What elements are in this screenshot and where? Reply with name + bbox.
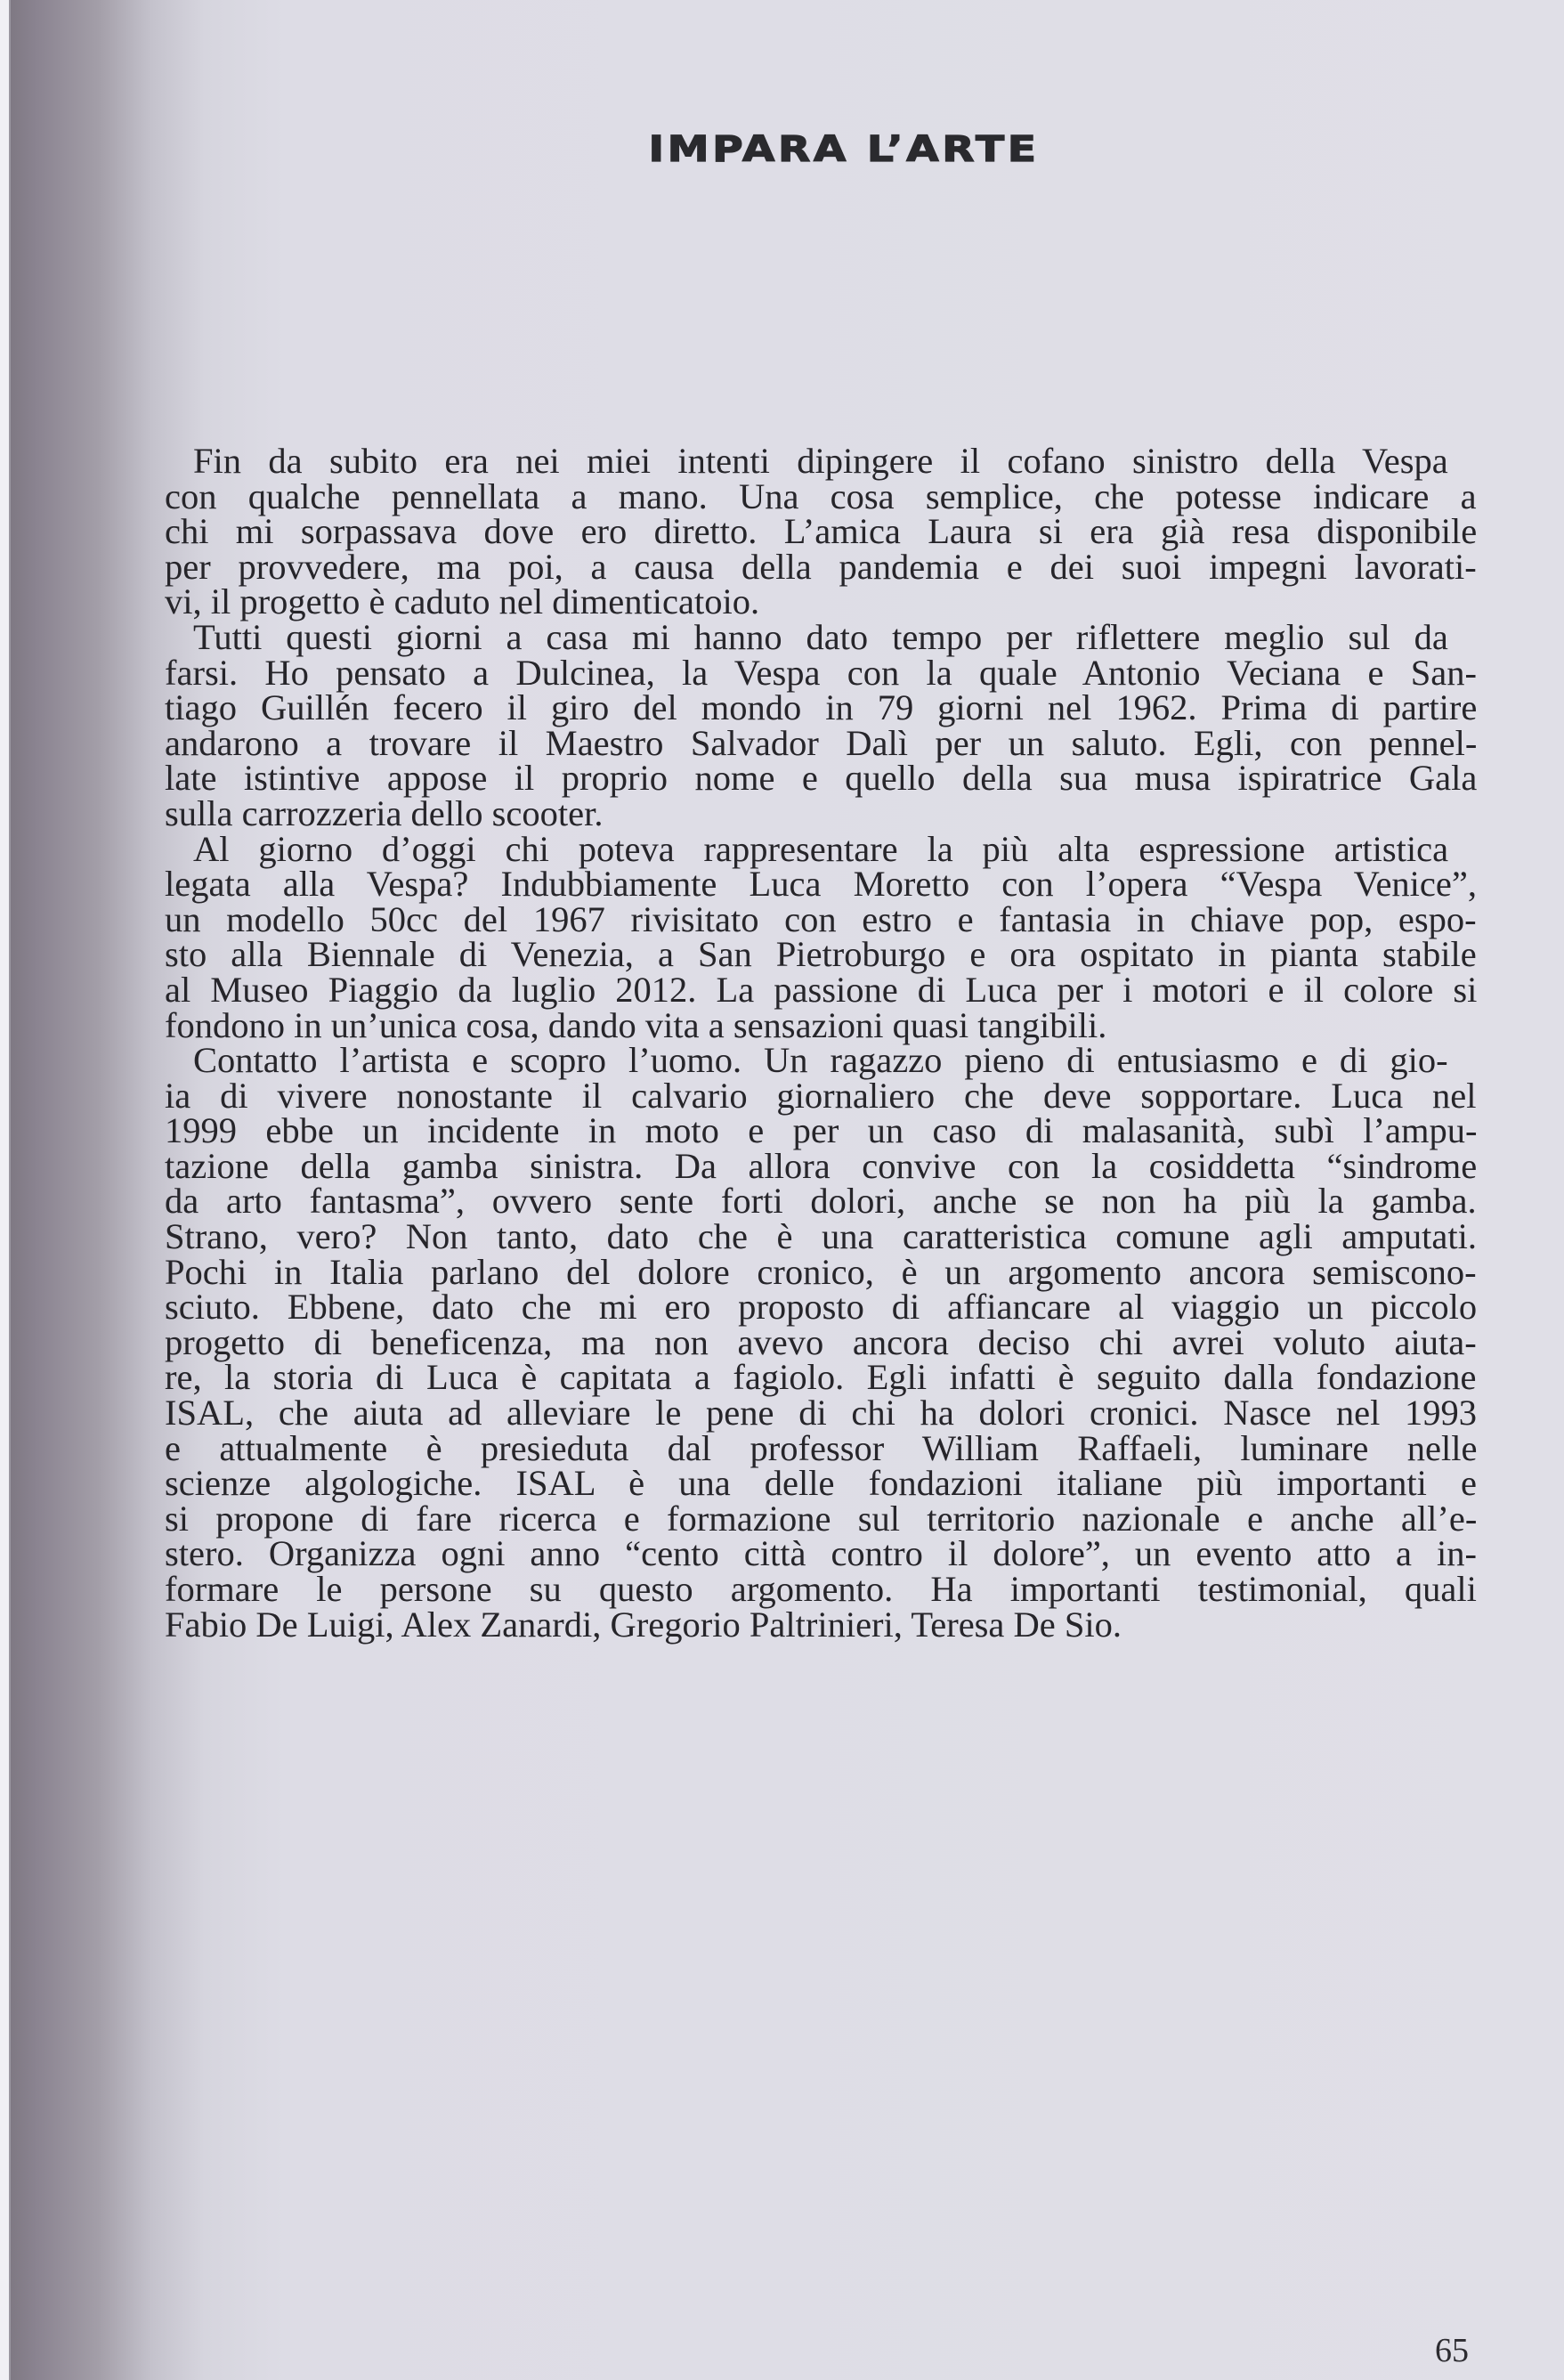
text-line: Strano, vero? Non tanto, dato che è una caratteristica comune agli amputati.: [165, 1216, 1478, 1257]
paragraph: [165, 616, 1478, 833]
text-line: sto alla Biennale di Venezia, a San Pietroburgo e ora ospitato in pianta stabile: [165, 934, 1477, 975]
text-line: tazione della gamba sinistra. Da allora convive con la cosiddetta “sindrome: [165, 1145, 1478, 1186]
text-line: stero. Organizza ogni anno “cento città contro il dolore”, un evento atto a in-: [165, 1533, 1477, 1574]
text-line: al Museo Piaggio da luglio 2012. La passione di Luca per i motori e il colore si: [165, 969, 1478, 1010]
text-line: Al giorno d’oggi chi poteva rappresentare la più alta espressione artistica: [193, 828, 1449, 869]
text-line: si propone di fare ricerca e formazione sul territorio nazionale e anche all’e-: [165, 1498, 1478, 1539]
paragraph: [165, 443, 1477, 620]
text-line: fondono in un’unica cosa, dando vita a sensazioni quasi tangibili.: [165, 1004, 1107, 1045]
text-line: vi, il progetto è caduto nel dimenticatoio.: [165, 581, 760, 622]
text-line: Contatto l’artista e scopro l’uomo. Un ragazzo pieno di entusiasmo e di gio-: [193, 1040, 1448, 1081]
chapter-title: IMPARA L’ARTE: [649, 129, 1040, 170]
text-line: per provvedere, ma poi, a causa della pandemia e dei suoi impegni lavorati-: [165, 546, 1477, 587]
text-line: scienze algologiche. ISAL è una delle fondazioni italiane più importanti e: [165, 1463, 1477, 1504]
text-line: legata alla Vespa? Indubbiamente Luca Moretto con l’opera “Vespa Venice”,: [165, 864, 1477, 905]
text-line: Fin da subito era nei miei intenti dipingere il cofano sinistro della Vespa: [193, 441, 1448, 481]
text-line: late istintive appose il proprio nome e quello della sua musa ispiratrice Gala: [165, 758, 1478, 799]
text-line: un modello 50cc del 1967 rivisitato con estro e fantasia in chiave pop, espo-: [165, 898, 1477, 939]
chapter-header: [0, 129, 1564, 170]
text-line: formare le persone su questo argomento. Ha importanti testimonial, quali: [165, 1569, 1477, 1609]
page-number: 65: [1435, 2332, 1469, 2369]
body-text: [165, 441, 1478, 1645]
text-line: ISAL, che aiuta ad alleviare le pene di chi ha dolori cronici. Nasce nel 1993: [165, 1393, 1478, 1434]
text-line: tiago Guillén fecero il giro del mondo in 79 giorni nel 1962. Prima di partire: [165, 687, 1478, 728]
text-line: farsi. Ho pensato a Dulcinea, la Vespa con la quale Antonio Veciana e San-: [165, 652, 1477, 693]
text-line: Tutti questi giorni a casa mi hanno dato tempo per riflettere meglio sul da: [193, 616, 1448, 657]
text-line: da arto fantasma”, ovvero sente forti dolori, anche se non ha più la gamba.: [165, 1181, 1477, 1222]
text-line: e attualmente è presieduta dal professor William Raffaeli, luminare nelle: [165, 1427, 1478, 1468]
previous-page-edge: [0, 0, 11, 2380]
text-line: chi mi sorpassava dove ero diretto. L’amica Laura si era già resa disponibile: [165, 511, 1478, 552]
text-line: progetto di beneficenza, ma non avevo ancora deciso chi avrei voluto aiuta-: [165, 1321, 1477, 1362]
paragraph: [165, 1040, 1478, 1645]
paragraph: [165, 828, 1478, 1045]
text-line: Fabio De Luigi, Alex Zanardi, Gregorio Paltrinieri, Teresa De Sio.: [165, 1604, 1122, 1645]
text-line: andarono a trovare il Maestro Salvador Dalì per un saluto. Egli, con pennel-: [165, 722, 1478, 763]
text-line: sulla carrozzeria dello scooter.: [165, 792, 604, 833]
text-line: ia di vivere nonostante il calvario giornaliero che deve sopportare. Luca nel: [165, 1075, 1477, 1116]
text-line: re, la storia di Luca è capitata a fagiolo. Egli infatti è seguito dalla fondazione: [165, 1357, 1477, 1398]
text-line: sciuto. Ebbene, dato che mi ero proposto di affiancare al viaggio un piccolo: [165, 1287, 1478, 1328]
text-line: Pochi in Italia parlano del dolore cronico, è un argomento ancora semiscono-: [165, 1251, 1477, 1292]
text-line: 1999 ebbe un incidente in moto e per un caso di malasanità, subì l’ampu-: [165, 1110, 1478, 1151]
text-line: con qualche pennellata a mano. Una cosa semplice, che potesse indicare a: [165, 475, 1477, 516]
